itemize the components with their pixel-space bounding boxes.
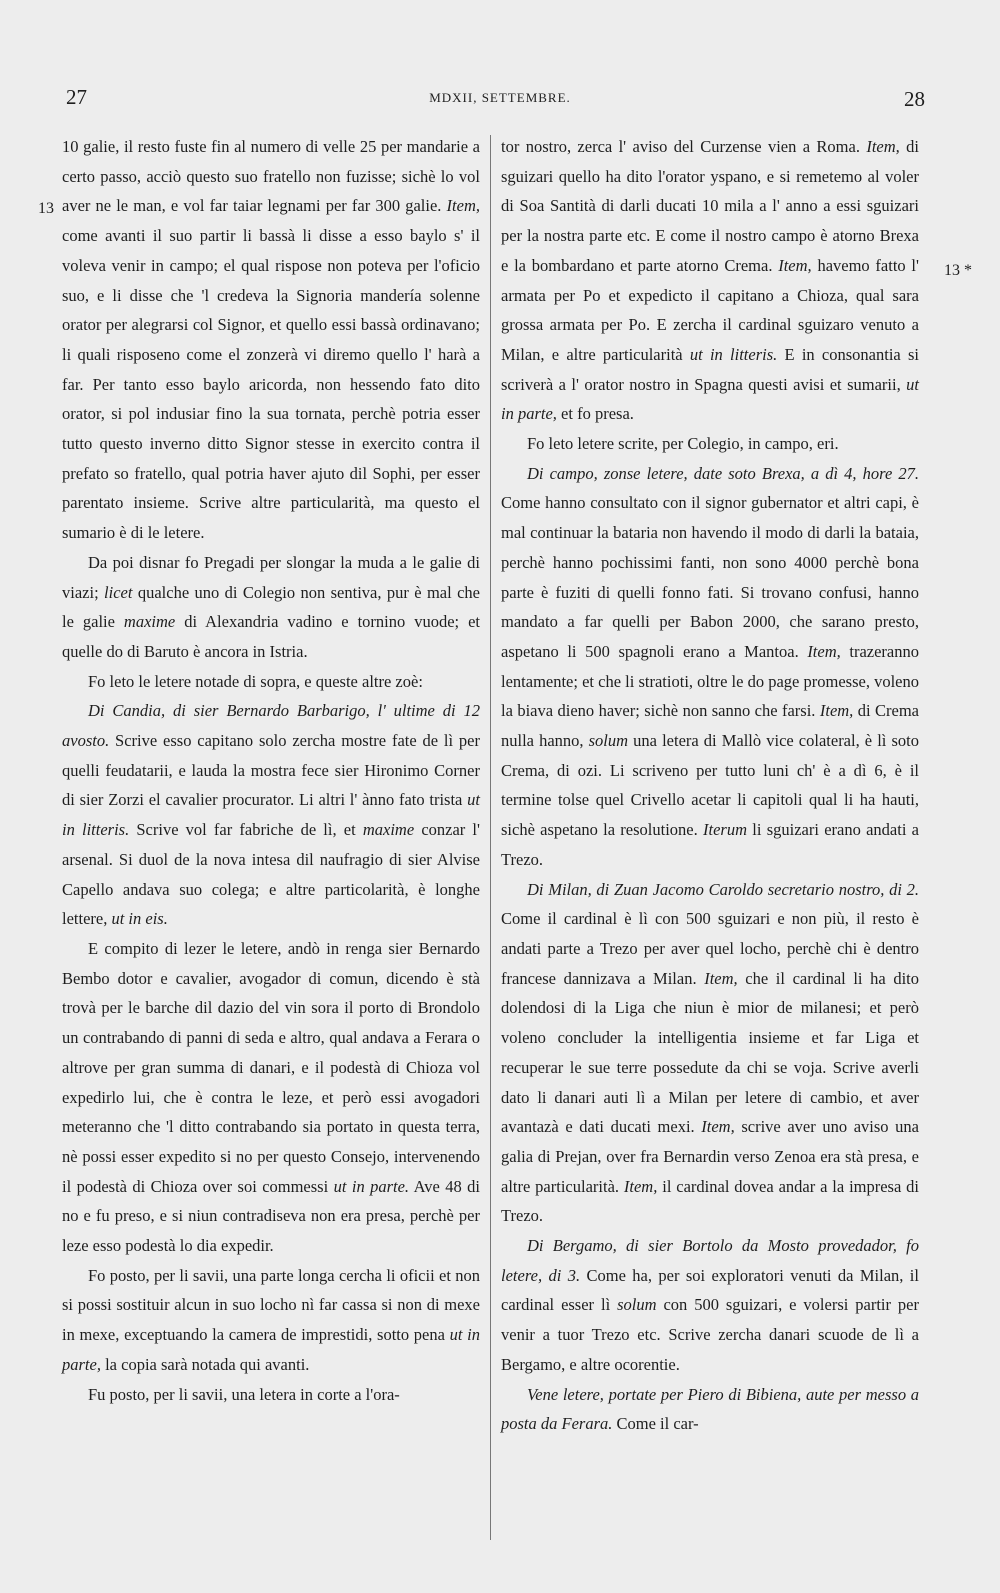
italic-text: ut in litteris. <box>689 344 778 364</box>
italic-text: ut in parte. <box>333 1176 410 1196</box>
text: Fu posto, per li savii, una letera in corte a l'ora- <box>88 1384 400 1404</box>
text: qualche uno di Colegio non sentiva, pur è mal che le galie <box>62 582 480 632</box>
text: Scrive vol far fabriche de lì, et <box>129 820 363 840</box>
italic-text: ut in parte, <box>501 374 919 424</box>
italic-text: Di Candia, di sier Bernardo Barbarigo, l' ultime di 12 avosto. <box>62 701 480 751</box>
text: Fo leto le letere notade di sopra, e queste altre zoè: <box>88 671 423 691</box>
italic-text: ut in parte, <box>62 1325 480 1374</box>
column-divider <box>490 135 491 1540</box>
running-title: MDXII, SETTEMBRE. <box>429 90 571 105</box>
text: E compito di lezer le letere, andò in renga sier Bernardo Bembo dotor e cavalier, avogador di comun, dicendo è stà trovà per le barche dil dazio del vin sora il porto di Brondolo un contrabando di panni di seda e altro, qual andava a Ferara o altrove per gran summa di danari, e il podestà di Chioza vol expedirlo lui, che è contra le leze, et però essi avogadori meteranno che 'l ditto contrabando sia portato in questa terra, nè possi esser expedito si no per questo Consejo, intervenendo il podestà di Chioza over soi commessi <box>62 938 480 1196</box>
page-number-right: 28 <box>904 87 925 111</box>
text: la copia sarà notada qui avanti. <box>100 1354 310 1374</box>
text: il cardinal dovea andar a la impresa di Trezo. <box>501 1176 920 1226</box>
text: 10 galie, il resto fuste fin al numero di velle 25 per mandarie a certo passo, acciò questo suo fratello non fuzisse; sichè lo vol aver ne le man, e vol far taiar legnami per far 300 galie. <box>62 137 480 216</box>
italic-text: Di campo, zonse letere, date soto Brexa, a dì 4, hore 27. <box>527 463 919 483</box>
paragraph <box>62 696 480 934</box>
text: Fo leto letere scrite, per Colegio, in campo, eri. <box>527 434 839 454</box>
italic-text: Item, <box>778 255 812 275</box>
text: Come il cardinal è lì con 500 sguizari e non più, il resto è andati parte a Trezo per aver quel locho, perchè chi è dentro francese dannizava a Milan. <box>501 909 919 988</box>
text: Come ha, per soi exploratori venuti da Milan, il cardinal esser lì <box>501 1265 919 1315</box>
text: conzar l' arsenal. Si duol de la nova intesa dil naufragio di sier Alvise Capello andava suo colega; e altre particolarità, è longhe lettere, <box>62 820 480 929</box>
paragraph <box>501 1231 919 1380</box>
paragraph <box>501 875 919 1231</box>
paragraph <box>501 1380 919 1439</box>
text: Come hanno consultato con il signor gubernator et altri capi, è mal continuar la bataria non havendo il modo di darli la bataia, perchè hanno pochissimi fanti, non sono 4000 perchè bona parte è fuziti di quelli fonno fati. Si trovano confusi, hanno mandato a far quelli per Babon 2000, che sarano presto, aspetano li 500 spagnoli erano a Mantoa. <box>501 493 919 661</box>
italic-text: Item, <box>807 641 841 661</box>
paragraph <box>62 132 480 548</box>
italic-text: Di Bergamo, di sier Bortolo da Mosto provedador, fo letere, di 3. <box>501 1236 919 1285</box>
margin-note-right: 13 * <box>944 262 972 279</box>
right-column <box>501 132 919 1439</box>
text: di Crema nulla hanno, <box>501 701 919 751</box>
italic-text: Item, <box>623 1176 658 1196</box>
text: Come il car- <box>612 1414 699 1434</box>
text: di Alexandria vadino e tornino vuode; et quelle do di Baruto è ancora in Istria. <box>62 612 480 661</box>
text: una letera di Mallò vice colateral, è lì soto Crema, di ozi. Li scriveno per tutto luni ch' è a dì 6, è il termine tolse quel Crivello acetar li capitoli qual li ha hauti, sichè aspetano la resolutione. <box>501 731 919 840</box>
italic-text: solum <box>588 731 629 751</box>
text: Da poi disnar fo Pregadi per slongar la muda a le galie di viazi; <box>62 552 480 602</box>
italic-text: Item, <box>819 701 854 721</box>
text: scrive aver uno aviso una galia di Prejan, over fra Bernardin verso Zenoa era stà presa, e altre particularità. <box>501 1117 919 1196</box>
italic-text: maxime <box>362 820 415 840</box>
text: di sguizari quello ha dito l'orator yspano, e si remetemo al voler di Soa Santità di darli ducati 10 mila a l' anno a essi sguizari per la nostra parte etc. E come il nostro campo è atorno Brexa e la bombardano et parte atorno Crema. <box>501 137 919 275</box>
italic-text: solum <box>617 1295 657 1315</box>
italic-text: Item, <box>446 196 480 216</box>
paragraph <box>501 429 919 459</box>
italic-text: Item, <box>704 968 738 988</box>
text: havemo fatto l' armata per Po et expedicto il capitano a Chioza, qual sara grossa armata per Po. E zercha il cardinal sguizaro venuto a Milan, e altre particularità <box>501 255 919 364</box>
italic-text: ut in eis. <box>111 909 168 929</box>
text: Fo posto, per li savii, una parte longa cercha li oficii et non si possi sostituir alcun in suo locho nì far cassa si non di mexe in mexe, exceptuando la camera de imprestidi, sotto pena <box>62 1265 480 1345</box>
margin-note-left: 13 <box>38 200 54 217</box>
italic-text: Di Milan, di Zuan Jacomo Caroldo secretario nostro, di 2. <box>527 879 919 899</box>
italic-text: Item, <box>866 137 900 156</box>
left-column <box>62 132 480 1409</box>
text: et fo presa. <box>556 404 634 424</box>
text: trazeranno lentamente; et che li stratioti, oltre le do page promesse, voleno la biava dieno haver; sichè non sanno che farsi. <box>501 641 919 721</box>
paragraph <box>62 934 480 1261</box>
italic-text: licet <box>104 582 133 602</box>
italic-text: Item, <box>701 1117 735 1137</box>
paragraph <box>501 132 919 429</box>
text: tor nostro, zerca l' aviso del Curzense vien a Roma. <box>501 137 867 156</box>
paragraph <box>62 667 480 697</box>
text: con 500 sguizari, e volersi partir per venir a tuor Trezo etc. Scrive zercha danari scuode de lì a Bergamo, e altre ocorentie. <box>501 1295 919 1374</box>
page-number-left: 27 <box>66 85 87 109</box>
page-header <box>0 85 1000 125</box>
paragraph <box>62 548 480 667</box>
text: Scrive esso capitano solo zercha mostre fate de lì per quelli feudatarii, e lauda la mostra fece sier Hironimo Corner di sier Zorzi el cavalier procurator. Li altri l' ànno fato trista <box>62 731 480 810</box>
paragraph <box>501 459 919 875</box>
text: E in consonantia si scriverà a l' orator nostro in Spagna questi avisi et sumarii, <box>501 344 919 394</box>
text: come avanti il suo partir li bassà li disse a esso baylo s' il voleva venir in campo; el qual rispose non poteva per l'oficio suo, e li disse che 'l credeva la Signoria mandería solenne orator per alegrarsi col Signor, et quello essi bassà ordinavano; li quali risposeno come el zonzerà vi diremo quello l' harà a far. Per tanto esso baylo aricorda, non hessendo fato dito orator, si pol indusiar fino la sua tornata, perchè potria esser tutto questo inverno ditto Signor stesse in exercito contra il prefato so fratello, qual potria haver ajuto dil Sophi, per esser parentato insieme. Scrive altre particularità, ma questo el sumario è di le letere. <box>62 226 480 543</box>
italic-text: maxime <box>123 612 176 632</box>
italic-text: Iterum <box>703 820 748 840</box>
italic-text: Vene letere, portate per Piero di Bibiena, aute per messo a posta da Ferara. <box>501 1384 919 1434</box>
italic-text: ut in litteris. <box>62 790 480 840</box>
paragraph <box>62 1380 480 1410</box>
text: che il cardinal li ha dito dolendosi di la Liga che niun è mior de milanesi; et però voleno concluder la intelligentia insieme et far Liga et recuperar le sue terre possedute da chi se voja. Scrive averli dato li danari auti lì a Milan per letere di cambio, et aver avantazà e dati ducati mexi. <box>501 968 920 1137</box>
text: li sguizari erano andati a Trezo. <box>501 820 919 869</box>
text: Ave 48 di no e fu preso, e si niun contradiseva non era presa, perchè per leze esso podestà lo dia expedir. <box>62 1176 480 1256</box>
paragraph <box>62 1261 480 1380</box>
